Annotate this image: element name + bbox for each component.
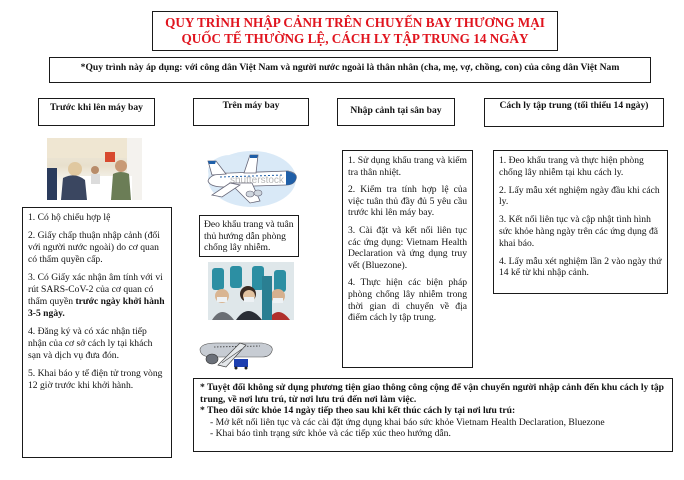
watermark: shutterstock bbox=[230, 175, 284, 186]
step-item: 3. Cài đặt và kết nối liên tục các ứng dụng: Vietnam Health Declaration và ứng dụng truy vết (Bluezone). bbox=[348, 224, 467, 271]
masked-passengers-photo bbox=[208, 262, 294, 320]
requirement-item: 2. Giấy chấp thuận nhập cảnh (đối với người nước ngoài) do cơ quan có thẩm quyền cấp. bbox=[28, 230, 160, 265]
on-flight-instruction bbox=[199, 215, 299, 257]
title-line-2: QUỐC TẾ THƯỜNG LỆ, CÁCH LY TẬP TRUNG 14 NGÀY bbox=[181, 31, 529, 46]
before-flight-requirements bbox=[22, 207, 172, 458]
health-monitoring-note: * Theo dõi sức khỏe 14 ngày tiếp theo sau khi kết thúc cách ly tại nơi lưu trú: bbox=[200, 405, 516, 416]
instruction-text: Đeo khẩu trang và tuân thủ hướng dẫn phòng chống lây nhiễm. bbox=[204, 219, 294, 253]
column-header-airport-entry: Nhập cảnh tại sân bay bbox=[337, 98, 455, 126]
requirement-item: 4. Đăng ký và có xác nhận tiếp nhận của cơ sở cách ly tại khách sạn và dịch vụ đưa đón. bbox=[28, 326, 153, 361]
step-item: 2. Lấy mẫu xét nghiệm ngày đầu khi cách ly. bbox=[499, 184, 660, 208]
column-header-before-flight: Trước khi lên máy bay bbox=[38, 98, 155, 126]
title-line-1: QUY TRÌNH NHẬP CẢNH TRÊN CHUYẾN BAY THƯƠNG MẠI bbox=[165, 15, 545, 30]
scope-note: *Quy trình này áp dụng: với công dân Việt Nam và người nước ngoài là thân nhân (cha, mẹ, vợ, chồng, con) của công dân Việt Nam bbox=[49, 57, 651, 83]
column-header-on-flight: Trên máy bay bbox=[193, 98, 309, 126]
health-monitoring-item: - Khai báo tình trạng sức khỏe và các tiếp xúc theo hướng dẫn. bbox=[210, 428, 451, 439]
bottom-notes bbox=[193, 378, 673, 452]
airport-checkin-photo bbox=[47, 138, 142, 200]
step-item: 1. Đeo khẩu trang và thực hiện phòng chống lây nhiễm tại khu cách ly. bbox=[499, 155, 644, 178]
step-item: 3. Kết nối liên tục và cập nhật tình hình sức khỏe hàng ngày trên các ứng dụng đã khai báo. bbox=[499, 214, 659, 249]
quarantine-steps bbox=[493, 150, 668, 294]
requirement-item: 3. Có Giấy xác nhận âm tính với vi rút SARS-CoV-2 của cơ quan có thẩm quyền trước ngày khởi hành 3-5 ngày. bbox=[28, 272, 165, 319]
step-item: 4. Lấy mẫu xét nghiệm lần 2 vào ngày thứ 14 kể từ khi nhập cảnh. bbox=[499, 255, 662, 279]
step-item: 2. Kiểm tra tính hợp lệ của việc tuân thủ đầy đủ 5 yêu cầu trước khi lên máy bay. bbox=[348, 184, 467, 219]
public-transport-warning: * Tuyệt đối không sử dụng phương tiện giao thông công cộng để vận chuyển người nhập cảnh đến khu cách ly tập trung, về nơi lưu trú, từ nơi lưu trú đến nơi làm việc. bbox=[200, 382, 665, 405]
airport-entry-steps bbox=[342, 150, 473, 368]
airplane-stairs-illustration bbox=[196, 335, 276, 370]
step-item: 4. Thực hiện các biện pháp phòng chống lây nhiễm trong thời gian di chuyển về địa điểm cách ly tập trung. bbox=[348, 277, 467, 324]
column-header-quarantine: Cách ly tập trung (tối thiểu 14 ngày) bbox=[484, 98, 664, 127]
requirement-item: 1. Có hộ chiếu hợp lệ bbox=[28, 212, 111, 223]
step-item: 1. Sử dụng khẩu trang và kiểm tra thân nhiệt. bbox=[348, 155, 467, 178]
page-title bbox=[152, 11, 558, 51]
health-monitoring-item: - Mở kết nối liên tục và các cài đặt ứng dụng khai báo sức khỏe Vietnam Health Declaration, Bluezone bbox=[210, 416, 605, 428]
airplane-illustration bbox=[200, 143, 300, 213]
requirement-item: 5. Khai báo y tế điện tử trong vòng 12 giờ trước khi khởi hành. bbox=[28, 368, 163, 391]
